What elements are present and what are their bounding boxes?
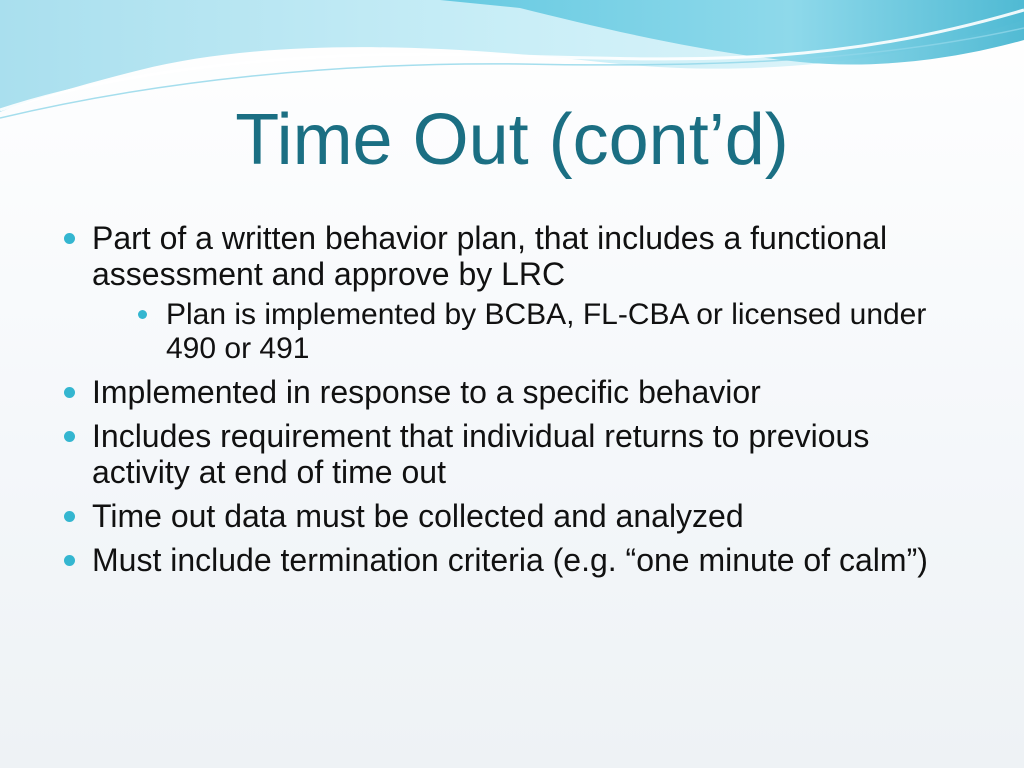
list-item	[62, 498, 962, 534]
list-item	[62, 220, 962, 366]
bullet-list	[62, 220, 962, 586]
bullet-dot-icon	[138, 310, 147, 319]
bullet-dot-icon	[64, 233, 75, 244]
bullet-text: Must include termination criteria (e.g. “one minute of calm”)	[92, 542, 928, 578]
bullet-text: Time out data must be collected and analyzed	[92, 498, 744, 534]
list-item	[62, 418, 962, 490]
sub-list-item	[136, 298, 962, 366]
bullet-dot-icon	[64, 511, 75, 522]
bullet-dot-icon	[64, 555, 75, 566]
bullet-dot-icon	[64, 431, 75, 442]
list-item	[62, 542, 962, 578]
bullet-text: Includes requirement that individual returns to previous activity at end of time out	[92, 418, 870, 490]
slide-title: Time Out (cont’d)	[235, 100, 789, 180]
bullet-dot-icon	[64, 387, 75, 398]
bullet-text: Part of a written behavior plan, that includes a functional assessment and approve by LRC	[92, 220, 888, 292]
sub-bullet-text: Plan is implemented by BCBA, FL-CBA or licensed under 490 or 491	[166, 298, 927, 365]
bullet-text: Implemented in response to a specific behavior	[92, 374, 761, 410]
list-item	[62, 374, 962, 410]
